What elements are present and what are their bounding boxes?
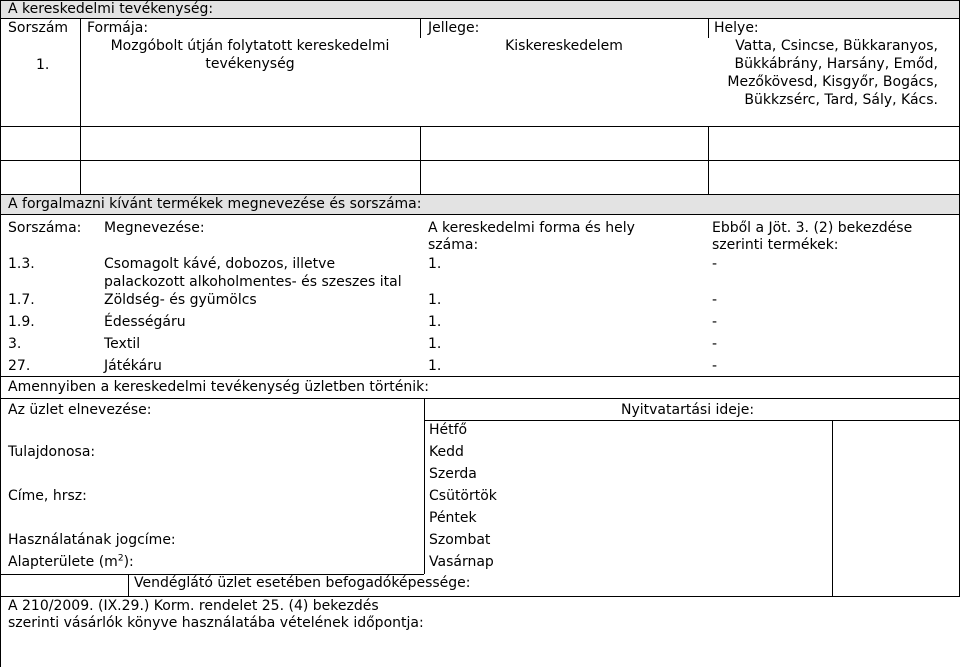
owner-label: Tulajdonosa:	[8, 444, 96, 460]
product-row-5-number: 27.	[8, 358, 31, 374]
shop-name-label: Az üzlet elnevezése:	[8, 402, 152, 418]
product-row-3-number: 1.9.	[8, 314, 35, 330]
product-row-1-form: 1.	[428, 256, 442, 272]
product-row-3-jot: -	[712, 314, 718, 330]
col-header-type: Jellege:	[428, 20, 480, 36]
day-thursday: Csütörtök	[429, 488, 497, 504]
day-tuesday: Kedd	[429, 444, 464, 460]
activity-number: 1.	[36, 57, 50, 73]
section3-title: Amennyiben a kereskedelmi tevékenység üzletben történik:	[8, 379, 429, 395]
products-header-jot-line2: szerinti termékek:	[712, 237, 839, 253]
product-row-4-form: 1.	[428, 336, 442, 352]
activity-place-line2: Bükkábrány, Harsány, Emőd,	[734, 56, 938, 72]
product-row-1-name-line2: palackozott alkoholmentes- és szeszes ital	[104, 274, 402, 290]
col-header-form: Formája:	[87, 20, 149, 36]
products-header-jot-line1: Ebből a Jöt. 3. (2) bekezdése	[712, 220, 913, 236]
activity-type: Kiskereskedelem	[505, 38, 623, 54]
activity-place-line1: Vatta, Csincse, Bükkaranyos,	[735, 38, 938, 54]
product-row-1-name-line1: Csomagolt kávé, dobozos, illetve	[104, 256, 336, 272]
product-row-1-number: 1.3.	[8, 256, 35, 272]
day-wednesday: Szerda	[429, 466, 477, 482]
product-row-3-name: Édességáru	[104, 314, 186, 330]
col-header-place: Helye:	[714, 20, 759, 36]
activity-place-line3: Mezőkövesd, Kisgyőr, Bogács,	[727, 74, 938, 90]
day-monday: Hétfő	[429, 422, 468, 438]
section2-title: A forgalmazni kívánt termékek megnevezése és sorszáma:	[8, 196, 422, 212]
products-header-form-line1: A kereskedelmi forma és hely	[428, 220, 635, 236]
product-row-4-jot: -	[712, 336, 718, 352]
opening-hours-label: Nyitvatartási ideje:	[621, 402, 755, 418]
product-row-2-number: 1.7.	[8, 292, 35, 308]
product-row-2-name: Zöldség- és gyümölcs	[104, 292, 257, 308]
product-row-2-jot: -	[712, 292, 718, 308]
complaint-book-label-line1: A 210/2009. (IX.29.) Korm. rendelet 25. (4) bekezdés	[8, 598, 379, 614]
product-row-4-name: Textil	[104, 336, 141, 352]
product-row-2-form: 1.	[428, 292, 442, 308]
section1-title: A kereskedelmi tevékenység:	[8, 1, 214, 17]
product-row-1-jot: -	[712, 256, 718, 272]
products-header-form-line2: száma:	[428, 237, 479, 253]
day-saturday: Szombat	[429, 532, 491, 548]
complaint-book-label-line2: szerinti vásárlók könyve használatába vételének időpontja:	[8, 615, 424, 631]
activity-place-line4: Bükkzsérc, Tard, Sály, Kács.	[744, 92, 938, 108]
products-header-number: Sorszáma:	[8, 220, 82, 236]
area-superscript: 2	[117, 553, 124, 564]
product-row-4-number: 3.	[8, 336, 22, 352]
product-row-5-jot: -	[712, 358, 718, 374]
floor-area-label: Alapterülete $(m^2)$:	[8, 553, 134, 570]
product-row-3-form: 1.	[428, 314, 442, 330]
day-friday: Péntek	[429, 510, 477, 526]
activity-form-line2: tevékenység	[205, 56, 295, 72]
col-header-number: Sorszám	[8, 20, 69, 36]
capacity-label: Vendéglátó üzlet esetében befogadóképessége:	[134, 575, 471, 591]
activity-form-line1: Mozgóbolt útján folytatott kereskedelmi	[110, 38, 390, 54]
legal-title-label: Használatának jogcíme:	[8, 532, 176, 548]
products-header-name: Megnevezése:	[104, 220, 205, 236]
day-sunday: Vasárnap	[429, 554, 494, 570]
address-label: Címe, hrsz:	[8, 488, 87, 504]
product-row-5-name: Játékáru	[104, 358, 162, 374]
product-row-5-form: 1.	[428, 358, 442, 374]
